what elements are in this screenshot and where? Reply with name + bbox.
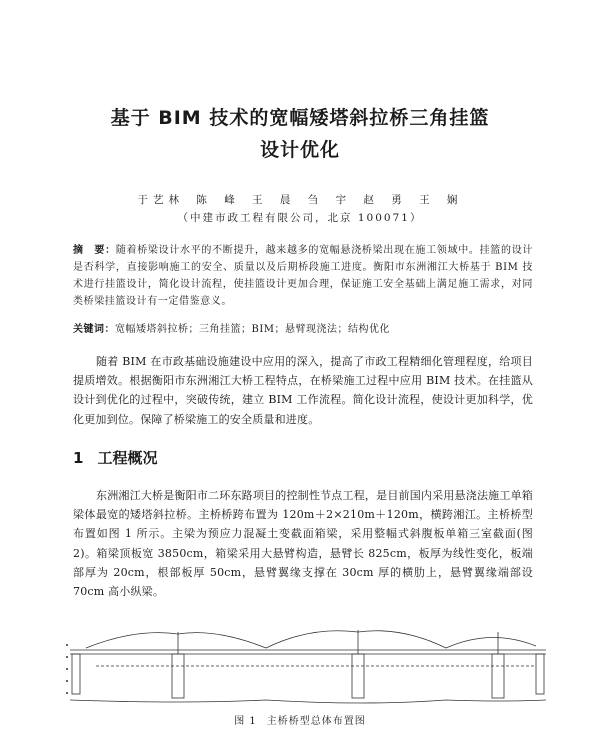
abutment-left	[72, 654, 80, 694]
pier-right	[492, 654, 504, 698]
elevation-marker	[66, 668, 68, 670]
section-paragraph: 东洲湘江大桥是衡阳市二环东路项目的控制性节点工程，是目前国内采用悬浇法施工单箱梁体最宽的矮塔斜拉桥。主桥桥跨布置为 120m＋2×210m＋120m，横跨湘江。主桥桥型布置如图 1 所示。主梁为预应力混凝土变截面箱梁，采用整幅式斜腹板单箱三室截面(图 2)。箱梁顶板宽 3850cm，箱梁采用大悬臂构造，悬臂长 825cm，板厚为线性变化，板端部厚为 20cm，根部板厚 50cm，悬臂翼缘支撑在 30cm 厚的横肋上，悬臂翼缘端部设 70cm 高小纵梁。	[73, 489, 533, 599]
abstract	[73, 242, 533, 310]
section-title: 工程概况	[97, 449, 158, 467]
figure-number: 图 1	[234, 716, 257, 727]
figure-caption-text: 主桥桥型总体布置图	[266, 716, 366, 727]
paper-title-line-1: 基于 BIM 技术的宽幅矮塔斜拉桥三角挂篮	[110, 107, 490, 129]
cable-fan-right	[446, 637, 536, 648]
elevation-marker	[66, 680, 68, 682]
riverbed-line	[70, 700, 546, 703]
keywords	[73, 322, 533, 338]
abstract-label: 摘 要：	[73, 245, 116, 256]
elevation-marker	[66, 644, 68, 646]
figure-caption	[0, 712, 600, 727]
cable-fan-middle	[266, 631, 446, 648]
keywords-text: 宽幅矮塔斜拉桥；三角挂篮；BIM；悬臂现浇法；结构优化	[115, 324, 391, 335]
abstract-text: 随着桥梁设计水平的不断提升，越来越多的宽幅悬浇桥梁出现在施工领域中。挂篮的设计是否科学，直接影响施工的安全、质量以及后期桥段施工进度。衡阳市东洲湘江大桥基于 BIM 技术进行挂篮设计，简化设计流程，使挂篮设计更加合理，保证施工安全基础上满足施工需求，对同类桥梁挂篮设计有一定借鉴意义。	[73, 245, 534, 307]
pier-left	[172, 654, 184, 698]
abutment-right	[536, 654, 544, 694]
section-heading	[73, 447, 157, 468]
keywords-label: 关键词：	[73, 324, 115, 335]
intro-paragraph: 随着 BIM 在市政基础设施建设中应用的深入，提高了市政工程精细化管理程度，给项目提质增效。根据衡阳市东洲湘江大桥工程特点，在桥梁施工过程中应用 BIM 技术。在挂篮从设计到优化的过程中，突破传统，建立 BIM 工作流程。简化设计流程，使设计更加科学，优化更加到位。保障了桥梁施工的安全质量和进度。	[73, 355, 533, 426]
author-list: 于艺林 陈 峰 王 晨 刍 宇 赵 勇 王 娴	[137, 194, 463, 206]
cable-fan-left	[86, 633, 266, 648]
bridge-layout-figure	[66, 620, 550, 710]
elevation-marker	[66, 656, 68, 658]
paper-title-line-2: 设计优化	[259, 139, 340, 161]
pier-middle	[352, 654, 364, 698]
section-number: 1	[73, 449, 84, 467]
author-affiliation: （中建市政工程有限公司，北京 100071）	[177, 212, 423, 224]
elevation-marker	[66, 692, 68, 694]
elevation-markers	[66, 644, 68, 694]
